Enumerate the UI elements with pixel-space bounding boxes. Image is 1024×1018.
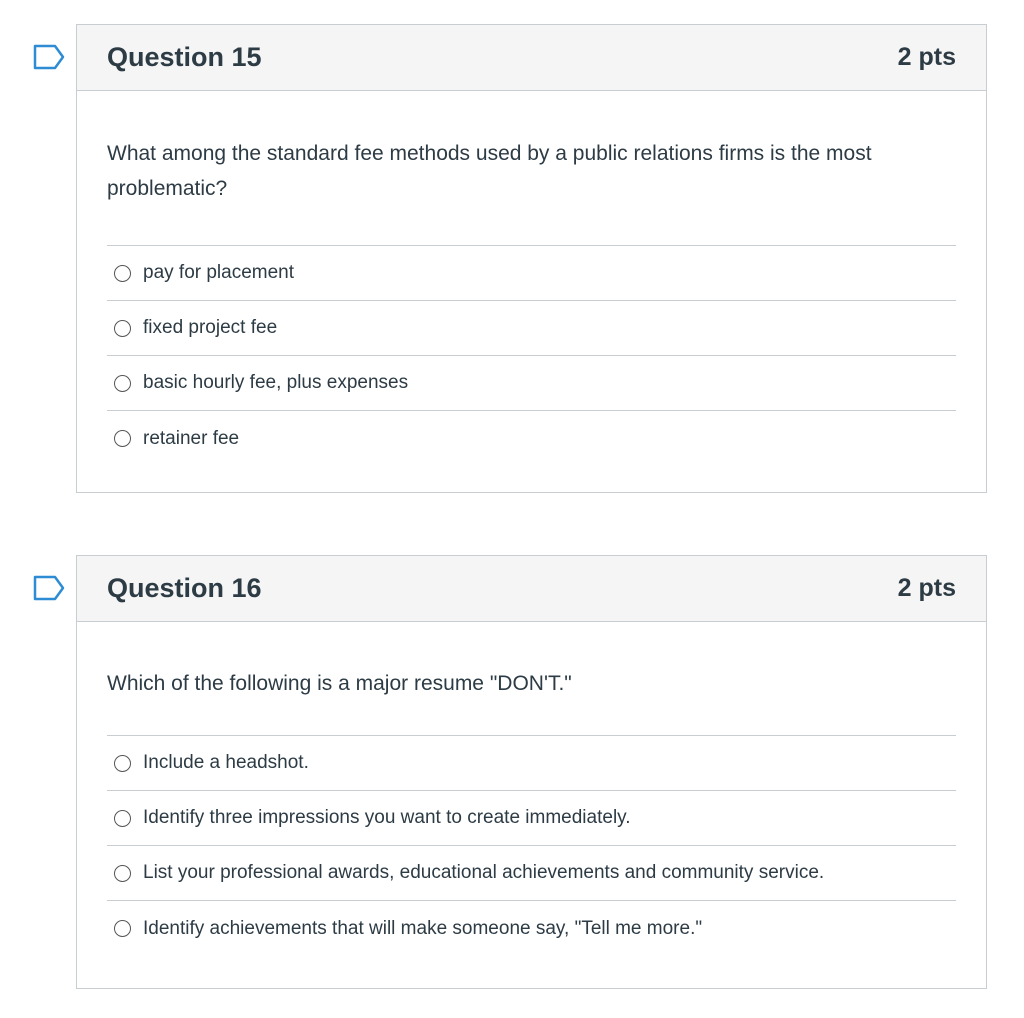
answer-label[interactable]: basic hourly fee, plus expenses xyxy=(143,372,409,393)
question-card xyxy=(76,24,987,493)
radio-unchecked-icon[interactable] xyxy=(114,430,131,447)
answer-option[interactable] xyxy=(107,901,956,956)
answer-label[interactable]: retainer fee xyxy=(143,427,240,449)
question-text: Which of the following is a major resume "DON'T." xyxy=(107,672,572,695)
question-body xyxy=(77,136,986,466)
radio-unchecked-icon[interactable] xyxy=(114,865,131,882)
flag-question-icon[interactable] xyxy=(33,575,65,601)
answer-option[interactable] xyxy=(107,356,956,411)
radio-unchecked-icon[interactable] xyxy=(114,810,131,827)
answer-option[interactable] xyxy=(107,301,956,356)
question-points: 2 pts xyxy=(897,574,956,602)
answer-label[interactable]: pay for placement xyxy=(143,262,295,283)
question-header xyxy=(77,25,986,91)
answer-label[interactable]: Include a headshot. xyxy=(143,752,309,773)
question-text: What among the standard fee methods used by a public relations firms is the most problematic? xyxy=(107,142,872,200)
radio-unchecked-icon[interactable] xyxy=(114,320,131,337)
answer-option[interactable] xyxy=(107,246,956,301)
question-header xyxy=(77,556,986,622)
question-title: Question 15 xyxy=(107,42,262,72)
answer-option[interactable] xyxy=(107,411,956,466)
question-title: Question 16 xyxy=(107,573,262,603)
flag-question-icon[interactable] xyxy=(33,44,65,70)
answer-option[interactable] xyxy=(107,736,956,791)
question-points: 2 pts xyxy=(897,43,956,71)
answer-list xyxy=(107,735,956,956)
answer-label[interactable]: Identify three impressions you want to create immediately. xyxy=(143,807,631,828)
question-card xyxy=(76,555,987,989)
radio-unchecked-icon[interactable] xyxy=(114,375,131,392)
answer-list xyxy=(107,245,956,466)
radio-unchecked-icon[interactable] xyxy=(114,920,131,937)
answer-label[interactable]: List your professional awards, educational achievements and community service. xyxy=(143,862,825,883)
answer-option[interactable] xyxy=(107,791,956,846)
answer-option[interactable] xyxy=(107,846,956,901)
radio-unchecked-icon[interactable] xyxy=(114,265,131,282)
question-body xyxy=(77,666,986,956)
answer-label[interactable]: fixed project fee xyxy=(143,317,278,338)
answer-label[interactable]: Identify achievements that will make someone say, "Tell me more." xyxy=(143,917,703,939)
radio-unchecked-icon[interactable] xyxy=(114,755,131,772)
